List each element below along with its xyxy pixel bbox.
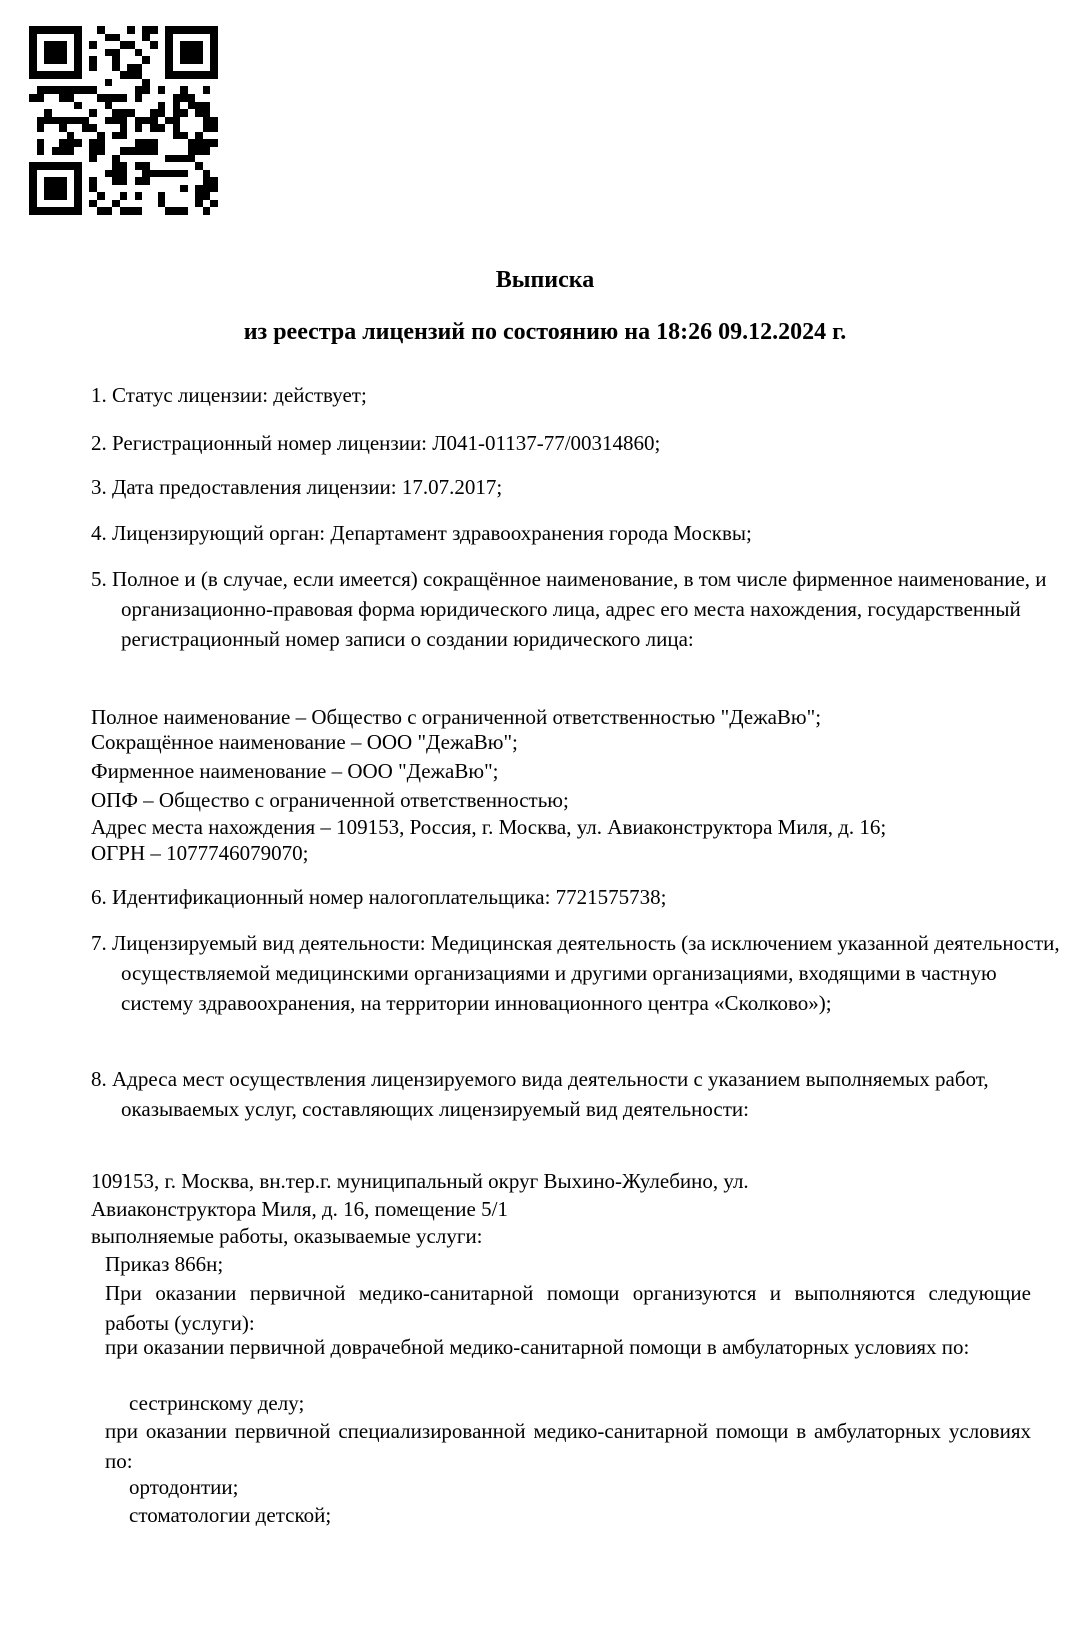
org-address: Адрес места нахождения – 109153, Россия, г. Москва, ул. Авиаконструктора Миля, д. 16;	[91, 815, 887, 839]
document-subtitle: из реестра лицензий по состоянию на 18:26 09.12.2024 г.	[243, 319, 847, 345]
order-reference: Приказ 866н;	[105, 1252, 224, 1276]
service-nursing: сестринскому делу;	[129, 1391, 305, 1415]
works-label: выполняемые работы, оказываемые услуги:	[91, 1224, 483, 1248]
specialized-care: при оказании первичной специализированной медико-санитарной помощи в амбулаторных условиях по:	[105, 1419, 1031, 1473]
license-date: 3. Дата предоставления лицензии: 17.07.2017;	[91, 475, 503, 499]
license-number: 2. Регистрационный номер лицензии: Л041-01137-77/00314860;	[91, 431, 661, 455]
taxpayer-id: 6. Идентификационный номер налогоплательщика: 7721575738;	[91, 885, 667, 909]
document-title: Выписка	[495, 267, 595, 293]
licensed-activity: 7. Лицензируемый вид деятельности: Медицинская деятельность (за исключением указанной деятельности, осуществляемой медицинскими организациями и другими организациями, входящими в частную систему здравоохранения, на территории инновационного центра «Сколково»);	[91, 931, 1060, 1015]
org-brand-name: Фирменное наименование – ООО "ДежаВю";	[91, 759, 499, 783]
service-pediatric-dentistry: стоматологии детской;	[129, 1503, 332, 1527]
activity-address-line2: Авиаконструктора Миля, д. 16, помещение 5/1	[91, 1197, 508, 1221]
organization-names-heading: 5. Полное и (в случае, если имеется) сокращённое наименование, в том числе фирменное наименование, и организационно-правовая форма юридического лица, адрес его места нахождения, государственный регистрационный номер записи о создании юридического лица:	[91, 567, 1047, 651]
org-ogrn: ОГРН – 1077746079070;	[91, 841, 309, 865]
activity-addresses-heading: 8. Адреса мест осуществления лицензируемого вида деятельности с указанием выполняемых работ, оказываемых услуг, составляющих лицензируемый вид деятельности:	[91, 1067, 989, 1121]
org-short-name: Сокращённое наименование – ООО "ДежаВю";	[91, 730, 518, 754]
org-full-name: Полное наименование – Общество с ограниченной ответственностью "ДежаВю";	[91, 705, 822, 729]
activity-address-line1: 109153, г. Москва, вн.тер.г. муниципальный округ Выхино-Жулебино, ул.	[91, 1169, 749, 1193]
org-legal-form: ОПФ – Общество с ограниченной ответственностью;	[91, 788, 569, 812]
licensing-authority: 4. Лицензирующий орган: Департамент здравоохранения города Москвы;	[91, 521, 752, 545]
service-orthodontics: ортодонтии;	[129, 1475, 239, 1499]
primary-care-works: При оказании первичной медико-санитарной помощи организуются и выполняются следующие работы (услуги):	[105, 1281, 1031, 1335]
license-status: 1. Статус лицензии: действует;	[91, 383, 367, 407]
qr-code-icon	[29, 26, 218, 215]
pre-doctor-care: при оказании первичной доврачебной медико-санитарной помощи в амбулаторных условиях по:	[105, 1335, 970, 1359]
